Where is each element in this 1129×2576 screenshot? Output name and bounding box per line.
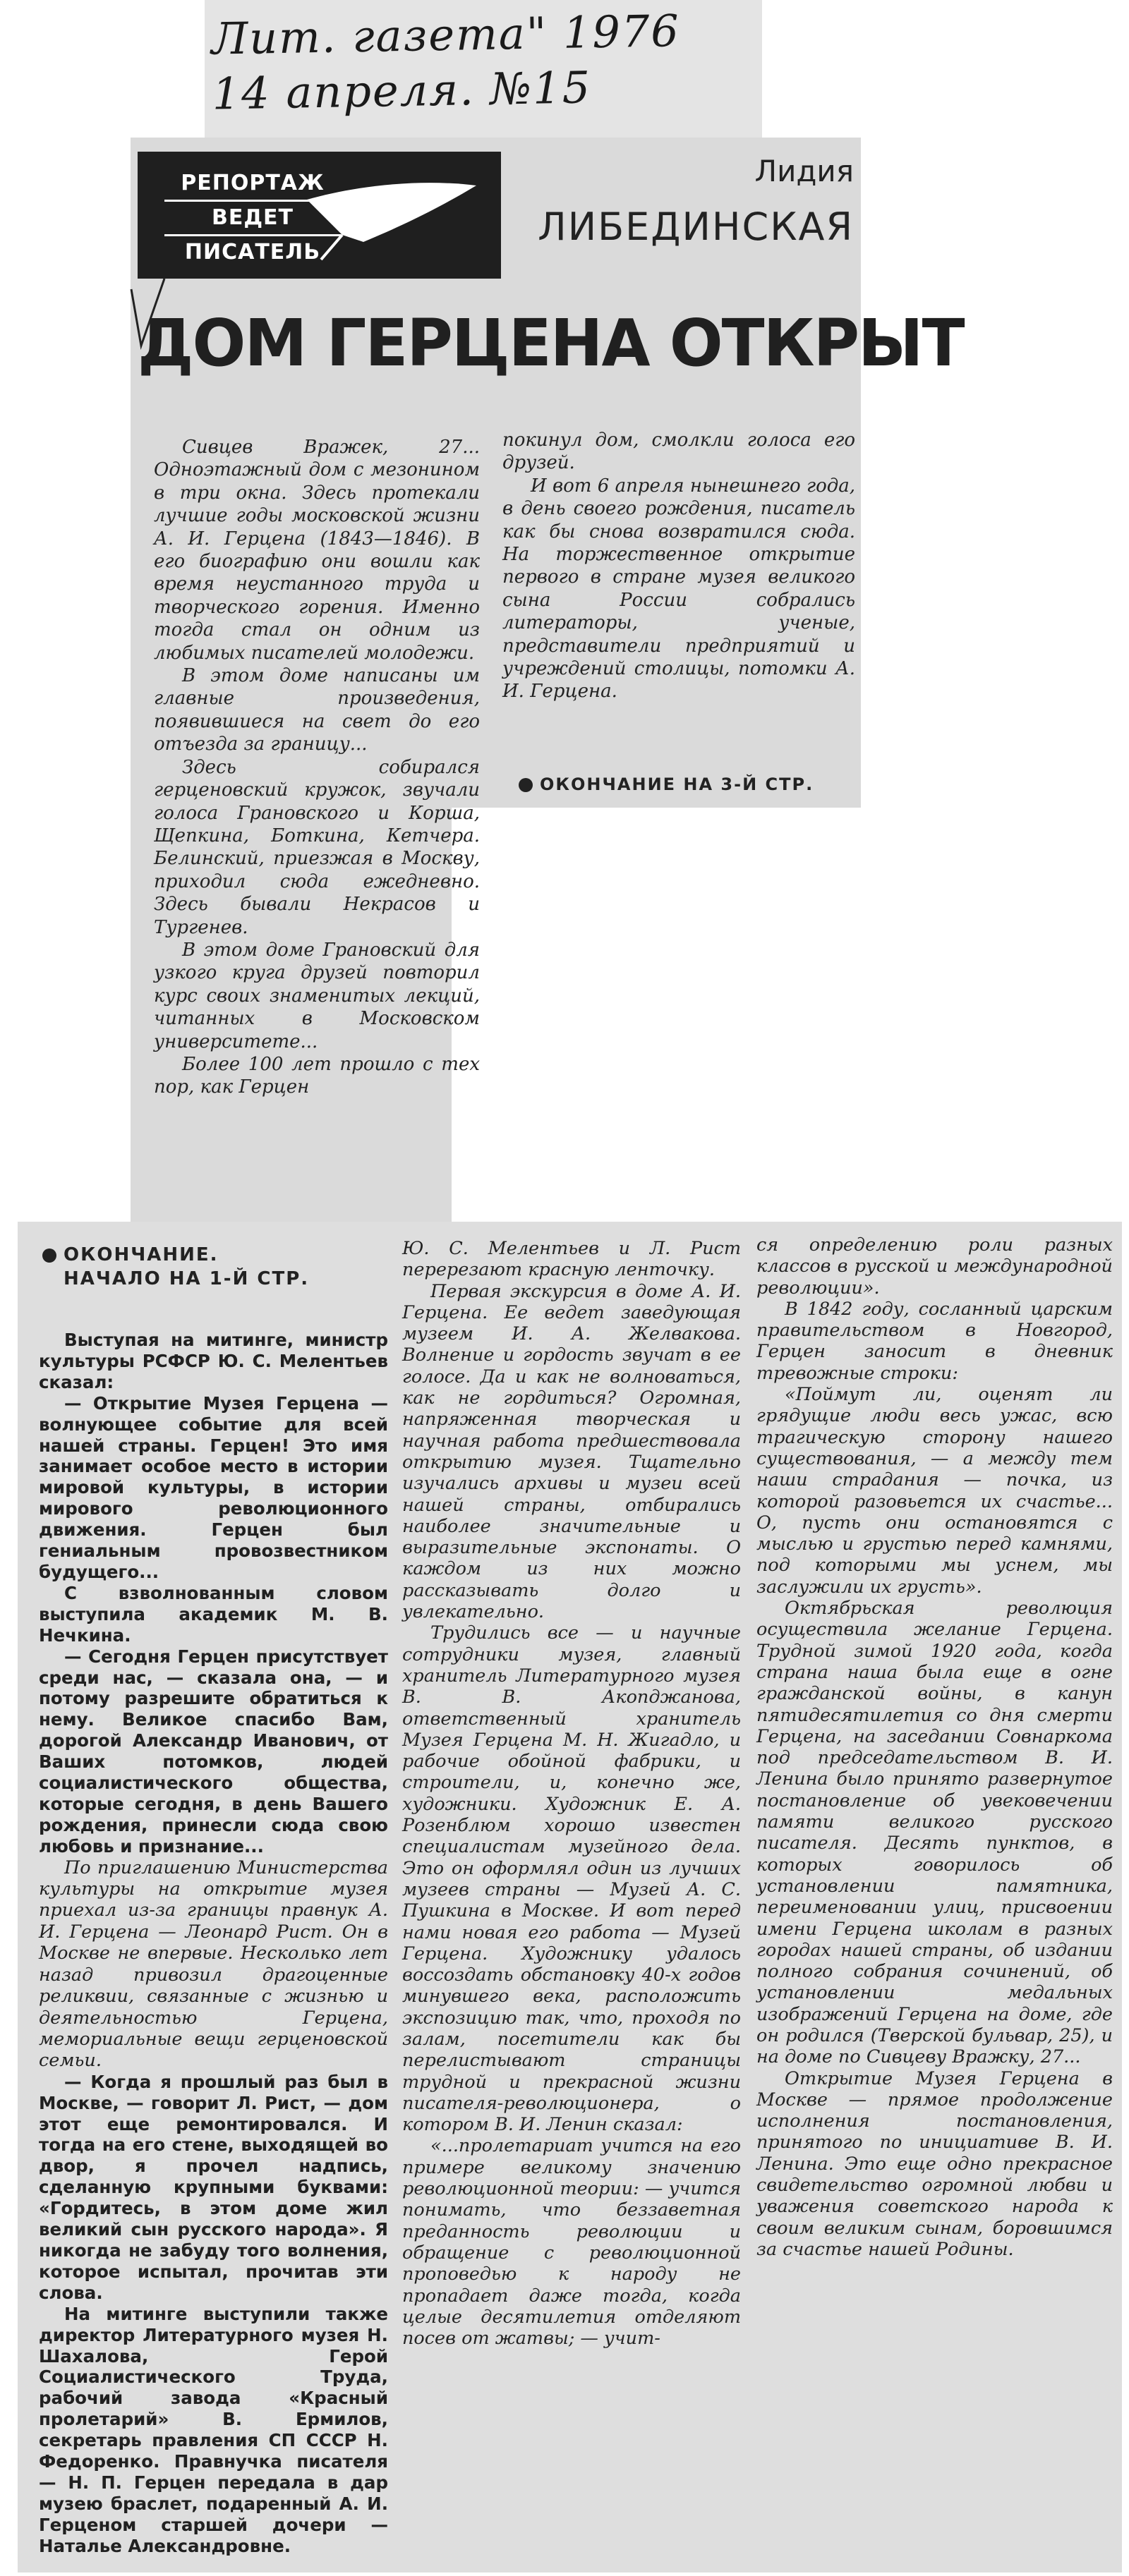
paragraph: Ю. С. Мелентьев и Л. Рист перерезают красную ленточку. — [402, 1238, 741, 1281]
paragraph: В 1842 году, сосланный царским правительством в Новгород, Герцен заносит в дневник тревожные строки: — [756, 1298, 1113, 1384]
paragraph: С взволнованным словом выступила академик М. В. Нечкина. — [39, 1582, 388, 1646]
article-headline: ДОМ ГЕРЦЕНА ОТКРЫТ — [138, 305, 964, 381]
paragraph: Открытие Музея Герцена в Москве — прямое продолжение исполнения постановления, принятого по инициативе В. И. Ленина. Это еще одно прекрасное свидетельство огромной любви и уважения советского народа к своим великим сынам, боровшимся за счастье нашей Родины. — [756, 2067, 1113, 2260]
paragraph: покинул дом, смолкли голоса его друзей. — [502, 430, 855, 474]
paragraph: На митинге выступили также директор Литературного музея Н. Шахалова, Герой Социалистического Труда, рабочий завода «Красный пролетарий» В. Ермилов, секретарь правления СП СССР Н. Федоренко. Правнучка писателя — Н. П. Герцен передала в дар музею браслет, подаренный А. И. Герценом старшей дочери — Наталье Александровне. — [39, 2303, 388, 2556]
paragraph: — Открытие Музея Герцена — волнующее событие для всей нашей страны. Герцен! Это имя занимает особое место в истории мировой культуры, в истории мирового революционного движения. Герцен был гениальным провозвестником будущего... — [39, 1392, 388, 1582]
paragraph: — Когда я прошлый раз был в Москве, — говорит Л. Рист, — дом этот еще ремонтировался. И тогда на его стене, выходящей во двор, я прочел надпись, сделанную крупными буквами: «Гордитесь, в этом доме жил великий сын русского народа». Я никогда не забуду того волнения, которое испытал, прочитав эти слова. — [39, 2071, 388, 2303]
third-page-column-1 — [39, 1330, 388, 2557]
author-first-name: Лидия — [754, 154, 854, 188]
paragraph: Трудились все — и научные сотрудники музея, главный хранитель Литературного музея В. В. Акопджанова, ответственный хранитель Музея Герцена М. Н. Жигадло, и рабочие обойной фабрики, и строители, и, конечно же, художники. Художник Е. А. Розенблюм хорошо известен специалистам музейного дела. Это он оформлял один из лучших музеев страны — Музей А. С. Пушкина в Москве. И вот перед нами новая его работа — Музей Герцена. Художнику удалось воссоздать обстановку 40-х годов минувшего века, расположить экспозицию так, что, проходя по залам, посетители как бы перелистывают страницы трудной и прекрасной жизни писателя-революционера, о котором В. И. Ленин сказал: — [402, 1622, 741, 2136]
paragraph: По приглашению Министерства культуры на открытие музея приехал из-за границы правнук А. И. Герцена — Леонард Рист. Он в Москве не впервые. Несколько лет назад привозил драгоценные реликвии, связанные с жизнью и деятельностью Герцена, мемориальные вещи герценовской семьи. — [39, 1857, 388, 2072]
paragraph: Сивцев Вражек, 27... Одноэтажный дом с мезонином в три окна. Здесь протекали лучшие годы московской жизни А. И. Герцена (1843—1846). В его биографию они вошли как время неустанного труда и творческого горения. Именно тогда стал он одним из любимых писателей молодежи. — [154, 437, 480, 664]
paragraph: — Сегодня Герцен присутствует среди нас, — сказала она, — и потому разрешите обратиться к нему. Великое спасибо Вам, дорогой Александр Иванович, от Ваших потомков, людей социалистического общества, которые сегодня, в день Вашего рождения, принесли сюда свою любовь и признание... — [39, 1646, 388, 1857]
front-column-1 — [154, 436, 480, 1099]
bullet-icon — [519, 778, 533, 792]
paragraph: И вот 6 апреля нынешнего года, в день своего рождения, писатель как бы снова возвратился сюда. На торжественное открытие первого в стране музея великого сына России собрались литераторы, ученые, представители предприятий и учреждений столицы, потомки А. И. Герцена. — [502, 475, 855, 703]
paragraph: Октябрьская революция осуществила желание Герцена. Трудной зимой 1920 года, когда страна наша была еще в огне гражданской войны, в канун пятидесятилетия со дня смерти Герцена, на заседании Совнаркома под председательством В. И. Ленина было принято развернутое постановление об увековечении памяти великого русского писателя. Десять пунктов, в которых говорилось об установлении памятника, переименовании улиц, присвоении имени Герцена школам в разных городах нашей страны, об издании полного собрания сочинений, об установлении медальных изображений Герцена на доме, где он родился (Тверской бульвар, 25), и на доме по Сивцеву Вражку, 27... — [756, 1598, 1113, 2068]
rubric-line1: РЕПОРТАЖ — [164, 167, 341, 202]
paragraph: В этом доме Грановский для узкого круга друзей повторил курс своих знаменитых лекций, читанных в Московском университете... — [154, 939, 480, 1052]
paragraph: Более 100 лет прошло с тех пор, как Герцен — [154, 1053, 480, 1098]
handwritten-note-line1: Лит. газета" 1976 — [210, 5, 681, 65]
author-last-name: ЛИБЕДИНСКАЯ — [538, 205, 854, 249]
paragraph: Выступая на митинге, министр культуры РСФСР Ю. С. Мелентьев сказал: — [39, 1330, 388, 1392]
rubric-line2: ВЕДЕТ — [164, 202, 341, 236]
continuation-header — [42, 1243, 381, 1291]
bullet-icon — [42, 1248, 56, 1263]
handwritten-note — [211, 2, 749, 121]
rubric-line3: ПИСАТЕЛЬ — [184, 240, 321, 265]
continued-on-page-3 — [519, 774, 857, 794]
continuation-header-line2: НАЧАЛО НА 1-Й СТР. — [64, 1268, 310, 1289]
fountain-pen-icon — [300, 157, 483, 263]
third-page-column-3 — [756, 1234, 1113, 2260]
handwritten-note-line2: 14 апреля. №15 — [212, 61, 592, 120]
paragraph: Здесь собирался герценовский кружок, звучали голоса Грановского и Корша, Щепкина, Боткина, Кетчера. Белинский, приезжая в Москву, приходил сюда ежедневно. Здесь бывали Некрасов и Тургенев. — [154, 756, 480, 938]
continued-label: ОКОНЧАНИЕ НА 3-Й СТР. — [540, 774, 814, 794]
paragraph: «...пролетариат учится на его примере великому значению революционной теории: — учится понимать, что беззаветная преданность революции и обращение с революционной проповедью к народу не пропадает даже тогда, когда целые десятилетия отделяют посев от жатвы; — учит- — [402, 2135, 741, 2350]
paragraph: «Поймут ли, оценят ли грядущие люди весь ужас, всю трагическую сторону нашего существования, — а между тем наши страдания — почка, из которой разовьется их счастье... О, пусть они остановятся с мыслью и грустью перед камнями, под которыми мы уснем, мы заслужили их грусть». — [756, 1384, 1113, 1598]
paragraph: ся определению роли разных классов в русской и международной революции». — [756, 1234, 1113, 1299]
third-page-column-2 — [402, 1238, 741, 2349]
paragraph: Первая экскурсия в доме А. И. Герцена. Ее ведет заведующая музеем И. А. Желвакова. Волнение и гордость звучат в ее голосе. Да и как не волноваться, как не гордиться? Огромная, напряженная творческая и научная работа предшествовала открытию музея. Тщательно изучались архивы и музеи всей нашей страны, отбирались наиболее значительные и выразительные экспонаты. О каждом из них можно рассказывать долго и увлекательно. — [402, 1280, 741, 1623]
continuation-header-line1: ОКОНЧАНИЕ. — [64, 1244, 219, 1265]
front-column-2 — [502, 429, 855, 703]
paragraph: В этом доме написаны им главные произведения, появившиеся на свет до его отъезда за границу... — [154, 665, 480, 755]
rubric-banner — [138, 152, 501, 279]
